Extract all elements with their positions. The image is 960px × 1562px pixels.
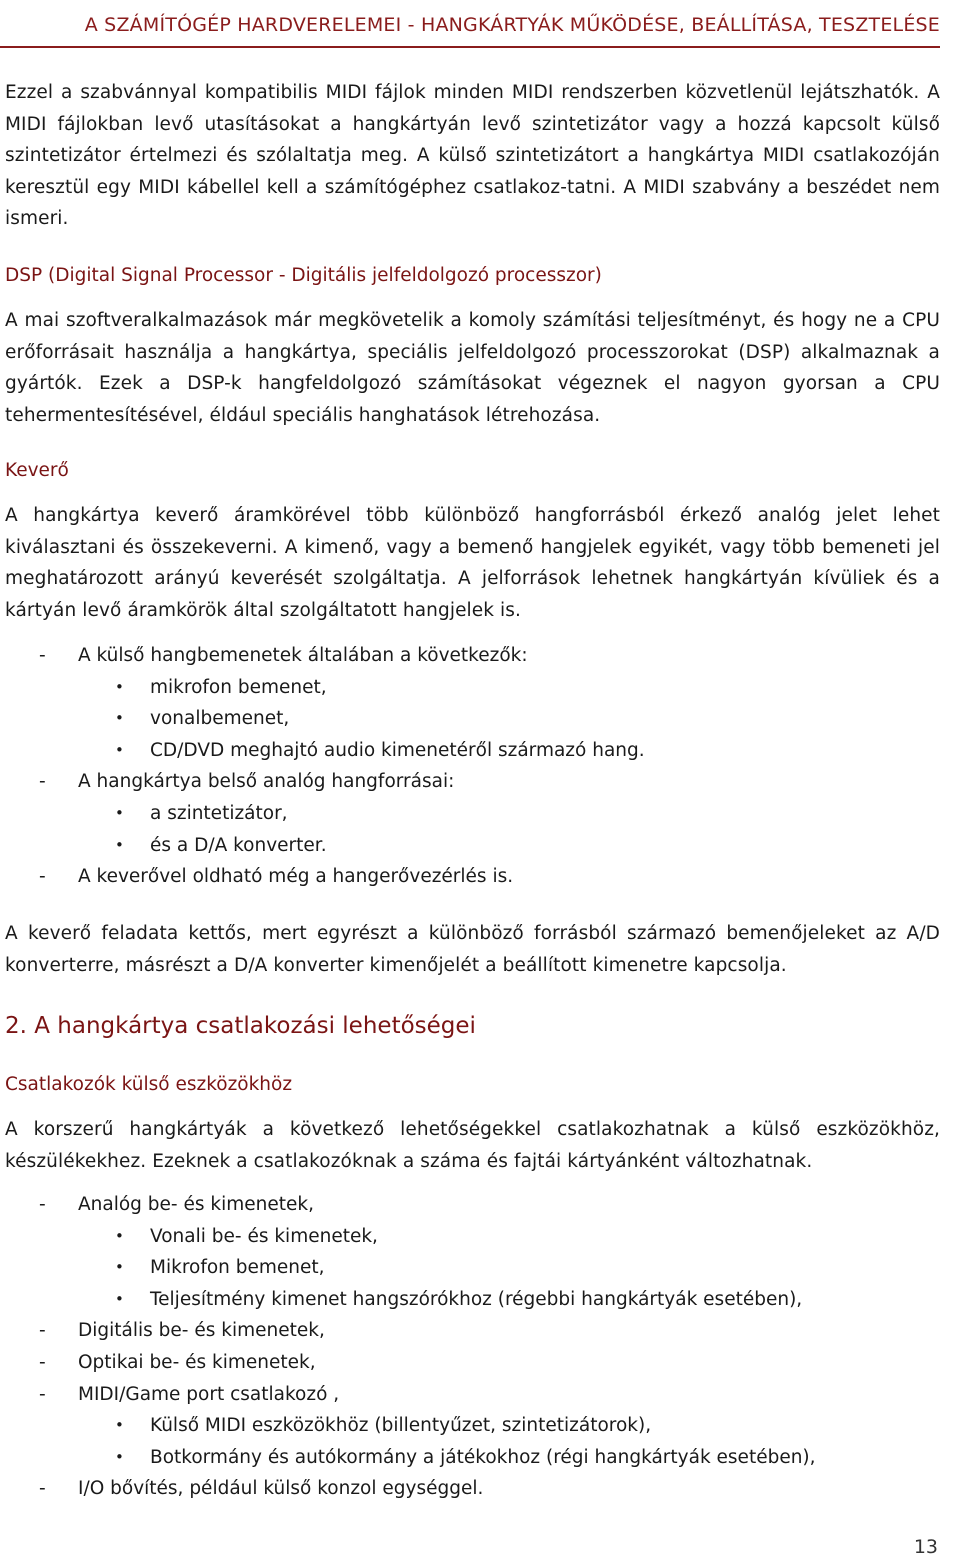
page-number: 13 — [913, 1536, 938, 1558]
list-item — [5, 1284, 940, 1316]
list-item-text: Botkormány és autókormány a játékokhoz (régi hangkártyák esetében), — [150, 1446, 816, 1468]
dsp-heading: DSP (Digital Signal Processor - Digitális jelfeldolgozó processzor) — [5, 265, 602, 286]
list-item-text: mikrofon bemenet, — [150, 676, 327, 698]
connector-list — [5, 1189, 940, 1505]
list-item — [5, 735, 940, 767]
bullet-icon: • — [115, 1226, 124, 1245]
header-rule — [0, 46, 940, 48]
list-item — [5, 1252, 940, 1284]
bullet-icon: • — [115, 1258, 124, 1277]
bullet-icon: • — [115, 803, 124, 822]
bullet-icon: • — [115, 1416, 124, 1435]
dash-marker: - — [39, 866, 46, 888]
list-item — [5, 861, 940, 893]
list-item — [5, 1410, 940, 1442]
list-item — [5, 798, 940, 830]
list-item — [5, 1347, 940, 1379]
list-item — [5, 766, 940, 798]
mixer-heading: Keverő — [5, 460, 69, 481]
bullet-icon: • — [115, 1289, 124, 1308]
list-item-text: Analóg be- és kimenetek, — [78, 1194, 314, 1215]
list-item-text: a szintetizátor, — [150, 802, 288, 824]
list-item-text: és a D/A konverter. — [150, 834, 327, 856]
midi-paragraph: Ezzel a szabvánnyal kompatibilis MIDI fájlok minden MIDI rendszerben közvetlenül lejátszhatók. A MIDI fájlokban levő utasításokat a hangkártyán levő szintetizátor vagy a hozzá kapcsolt külső szintetizátor értelmezi és szólaltatja meg. A külső szintetizátort a hangkártya MIDI csatlakozóján keresztül egy MIDI kábellel kell a számítógéphez csatlakoz-tatni. A MIDI szabvány a beszédet nem ismeri. — [5, 82, 940, 229]
list-item — [5, 672, 940, 704]
dsp-paragraph: A mai szoftveralkalmazások már megkövetelik a komoly számítási teljesítményt, és hogy ne a CPU erőforrásait használja a hangkártya, speciális jelfeldolgozó processzorokat (DSP) alkalmaznak a gyártók. Ezek a DSP-k hangfeldolgozó számításokat végeznek el nagyon gyorsan a CPU tehermentesítésével, éldául speciális hanghatások létrehozása. — [5, 310, 940, 426]
list-item — [5, 1442, 940, 1474]
list-item-text: A keverővel oldható még a hangerővezérlés is. — [78, 866, 514, 888]
dash-marker: - — [39, 1351, 46, 1373]
list-item-text: A hangkártya belső analóg hangforrásai: — [78, 771, 455, 793]
list-item — [5, 1473, 940, 1505]
list-item — [5, 1379, 940, 1411]
list-item-text: Optikai be- és kimenetek, — [78, 1351, 316, 1373]
list-item — [5, 830, 940, 862]
list-item-text: Teljesítmény kimenet hangszórókhoz (régebbi hangkártyák esetében), — [150, 1288, 803, 1310]
dash-marker: - — [39, 1320, 46, 1342]
mixer-source-list — [5, 640, 940, 893]
bullet-icon: • — [115, 709, 124, 728]
mixer-paragraph: A hangkártya keverő áramkörével több különböző hangforrásból érkező analóg jelet lehet kiválasztani és összekeverni. A kimenő, vagy a bemenő hangjelek egyikét, vagy több bemeneti jel meghatározott arányú keverését szolgáltatja. A jelforrások lehetnek hangkártyán kívüliek és a kártyán levő áramkörök által szolgáltatott hangjelek is. — [5, 505, 940, 621]
connectors-heading: Csatlakozók külső eszközökhöz — [5, 1074, 293, 1095]
bullet-icon: • — [115, 835, 124, 854]
list-item-text: Digitális be- és kimenetek, — [78, 1320, 325, 1342]
list-item — [5, 1221, 940, 1253]
list-item-text: I/O bővítés, például külső konzol egységgel. — [78, 1478, 484, 1500]
mixer-paragraph-2: A keverő feladata kettős, mert egyrészt a különböző forrásból származó bemenőjeleket az A/D konverterre, másrészt a D/A konverter kimenőjelét a beállított kimenetre kapcsolja. — [5, 923, 940, 976]
list-item-text: CD/DVD meghajtó audio kimenetéről származó hang. — [150, 739, 645, 761]
dash-marker: - — [39, 1194, 46, 1215]
running-header: A SZÁMÍTÓGÉP HARDVERELEMEI - HANGKÁRTYÁK MŰKÖDÉSE, BEÁLLÍTÁSA, TESZTELÉSE — [84, 14, 940, 36]
list-item-text: Külső MIDI eszközökhöz (billentyűzet, szintetizátorok), — [150, 1415, 652, 1437]
dash-marker: - — [39, 1478, 46, 1500]
dash-marker: - — [39, 1383, 46, 1405]
connectors-paragraph: A korszerű hangkártyák a következő lehetőségekkel csatlakozhatnak a külső eszközökhöz, készülékekhez. Ezeknek a csatlakozóknak a száma és fajtái kártyánként változhatnak. — [5, 1119, 940, 1172]
bullet-icon: • — [115, 1447, 124, 1466]
list-item — [5, 1189, 940, 1221]
list-item-text: A külső hangbemenetek általában a következők: — [78, 645, 528, 666]
list-item-text: vonalbemenet, — [150, 708, 290, 730]
list-item-text: Vonali be- és kimenetek, — [150, 1225, 378, 1247]
dash-marker: - — [39, 645, 46, 666]
list-item-text: MIDI/Game port csatlakozó , — [78, 1383, 340, 1405]
list-item — [5, 703, 940, 735]
chapter-title: 2. A hangkártya csatlakozási lehetőségei — [5, 1013, 476, 1039]
dash-marker: - — [39, 771, 46, 793]
list-item — [5, 640, 940, 672]
list-item-text: Mikrofon bemenet, — [150, 1257, 325, 1279]
list-item — [5, 1315, 940, 1347]
bullet-icon: • — [115, 677, 124, 696]
bullet-icon: • — [115, 740, 124, 759]
